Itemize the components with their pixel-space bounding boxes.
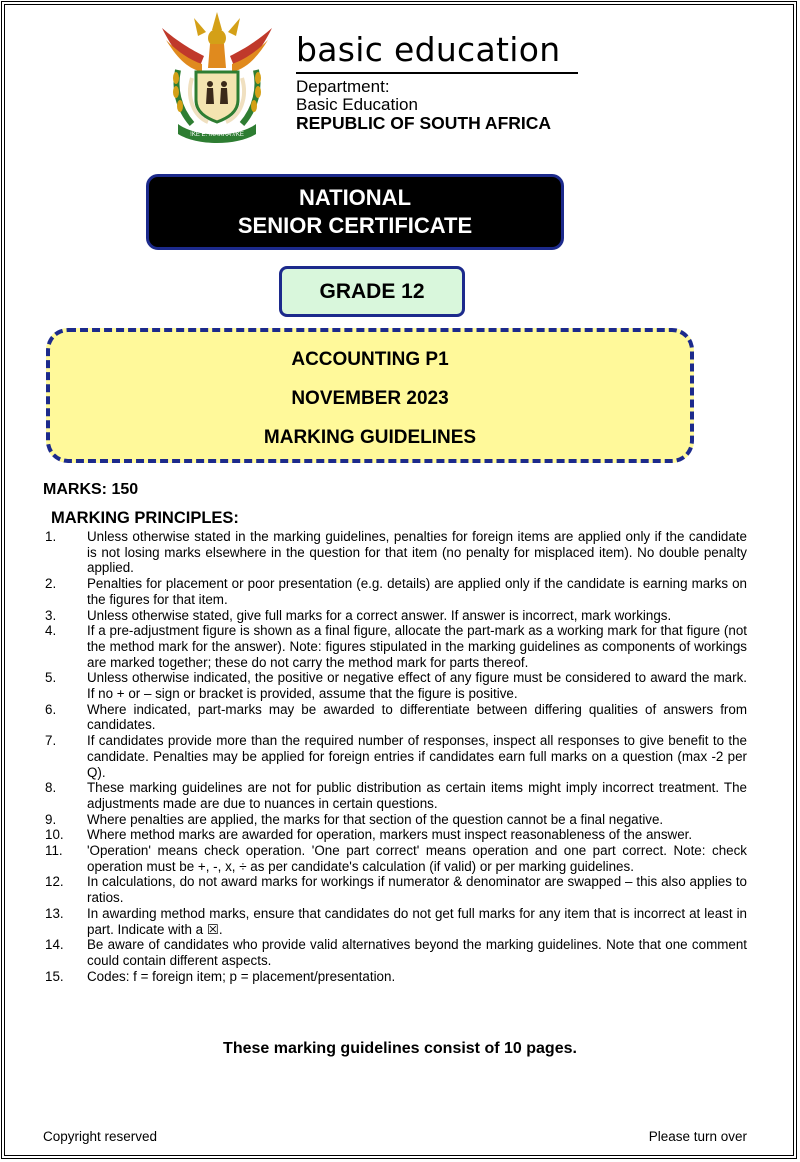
department-name: Basic Education xyxy=(296,95,418,114)
principle-text: Unless otherwise indicated, the positive or negative effect of any figure must be considered to award the mark. If no + or – sign or bracket is provided, assume that the figure is positive. xyxy=(87,670,747,702)
principle-text: Be aware of candidates who provide valid alternatives beyond the marking guidelines. Note that one comment could contain different aspects. xyxy=(87,937,747,968)
principle-text: Penalties for placement or poor presentation (e.g. details) are applied only if the candidate is earning marks on the figures for that item. xyxy=(87,576,747,607)
marks-total: MARKS: 150 xyxy=(43,481,139,498)
footer-turn-over: Please turn over xyxy=(648,1129,747,1144)
certificate-line-2: SENIOR CERTIFICATE xyxy=(237,213,473,238)
principle-text: Codes: f = foreign item; p = placement/presentation. xyxy=(87,968,396,984)
principle-item xyxy=(45,969,747,985)
principle-number: 13. xyxy=(45,905,64,921)
document-type: MARKING GUIDELINES xyxy=(263,427,477,448)
principle-number: 3. xyxy=(45,607,57,623)
principle-number: 7. xyxy=(45,733,57,749)
principle-number: 8. xyxy=(45,780,57,796)
principle-number: 9. xyxy=(45,811,57,827)
principle-item xyxy=(45,874,747,905)
principle-item xyxy=(45,812,747,828)
principle-item xyxy=(45,623,747,670)
principle-text: Where indicated, part-marks may be awarded to differentiate between differing qualities of answers from candidates. xyxy=(87,701,747,733)
principle-text: If a pre-adjustment figure is shown as a final figure, allocate the part-mark as a working mark for that figure (not the method mark for the answer). Note: figures stipulated in the marking guidelines as components of workings are marked together; these do not carry the method mark for parts thereof. xyxy=(87,623,747,670)
brand-rule xyxy=(296,72,578,74)
principles-list xyxy=(45,529,747,984)
certificate-line-1: NATIONAL xyxy=(298,185,412,210)
principle-text: Where penalties are applied, the marks for that section of the question cannot be a final negative. xyxy=(87,811,664,827)
principle-text: These marking guidelines are not for public distribution as certain items might imply incorrect treatment. The adjustments made are due to nuances in certain questions. xyxy=(87,780,747,811)
principle-item xyxy=(45,576,747,607)
footer-copyright: Copyright reserved xyxy=(43,1129,158,1144)
principle-number: 12. xyxy=(45,874,64,890)
principle-item xyxy=(45,702,747,733)
principle-item xyxy=(45,827,747,843)
country-name: REPUBLIC OF SOUTH AFRICA xyxy=(296,113,552,133)
principle-text: Unless otherwise stated, give full marks for a correct answer. If answer is incorrect, mark workings. xyxy=(87,607,672,623)
principle-number: 5. xyxy=(45,670,57,686)
certificate-banner xyxy=(146,174,564,250)
principle-text: In awarding method marks, ensure that candidates do not get full marks for any item that is incorrect at least in part. Indicate with a ☒. xyxy=(87,905,747,937)
subject-banner xyxy=(46,328,694,463)
coat-of-arms-logo xyxy=(152,8,282,144)
principle-number: 15. xyxy=(45,968,64,984)
brand-block xyxy=(296,32,586,132)
principle-text: Unless otherwise stated in the marking guidelines, penalties for foreign items are applied only if the candidate is not losing marks elsewhere in the question for that item (no penalty for misplaced item). No double penalty applied. xyxy=(87,529,747,576)
principle-item xyxy=(45,608,747,624)
principle-number: 11. xyxy=(45,843,63,859)
principle-number: 1. xyxy=(45,529,57,544)
subject-title: ACCOUNTING P1 xyxy=(291,349,449,370)
motto-text: !KE E: /XARRA //KE xyxy=(190,132,244,138)
principle-text: If candidates provide more than the required number of responses, inspect all responses to give benefit to the candidate. Penalties may be applied for foreign entries if candidates earn full marks on a question (max -2 per Q). xyxy=(87,733,747,780)
principles-heading: MARKING PRINCIPLES: xyxy=(51,509,239,527)
principle-number: 2. xyxy=(45,576,57,592)
principle-text: In calculations, do not award marks for workings if numerator & denominator are swapped – this also applies to ratios. xyxy=(87,874,747,906)
pages-note: These marking guidelines consist of 10 pages. xyxy=(223,1040,577,1057)
grade-badge: GRADE 12 xyxy=(279,266,465,317)
brand-name: basic education xyxy=(296,30,561,69)
principle-number: 6. xyxy=(45,701,57,717)
principle-number: 14. xyxy=(45,937,64,953)
principle-item xyxy=(45,906,747,937)
principle-item xyxy=(45,780,747,811)
exam-session: NOVEMBER 2023 xyxy=(291,388,449,409)
principle-item xyxy=(45,843,747,874)
principle-number: 10. xyxy=(45,827,64,843)
principle-text: 'Operation' means check operation. 'One part correct' means operation and one part correct. Note: check operation must be +, -, x, ÷ as per candidate's calculation (if valid) or per marking guidelines. xyxy=(87,843,747,874)
principle-item xyxy=(45,670,747,701)
principle-number: 4. xyxy=(45,623,57,639)
department-label: Department: xyxy=(296,77,390,96)
principle-item xyxy=(45,529,747,576)
principle-text: Where method marks are awarded for operation, markers must inspect reasonableness of the answer. xyxy=(87,827,693,843)
principle-item xyxy=(45,937,747,968)
principle-item xyxy=(45,733,747,780)
